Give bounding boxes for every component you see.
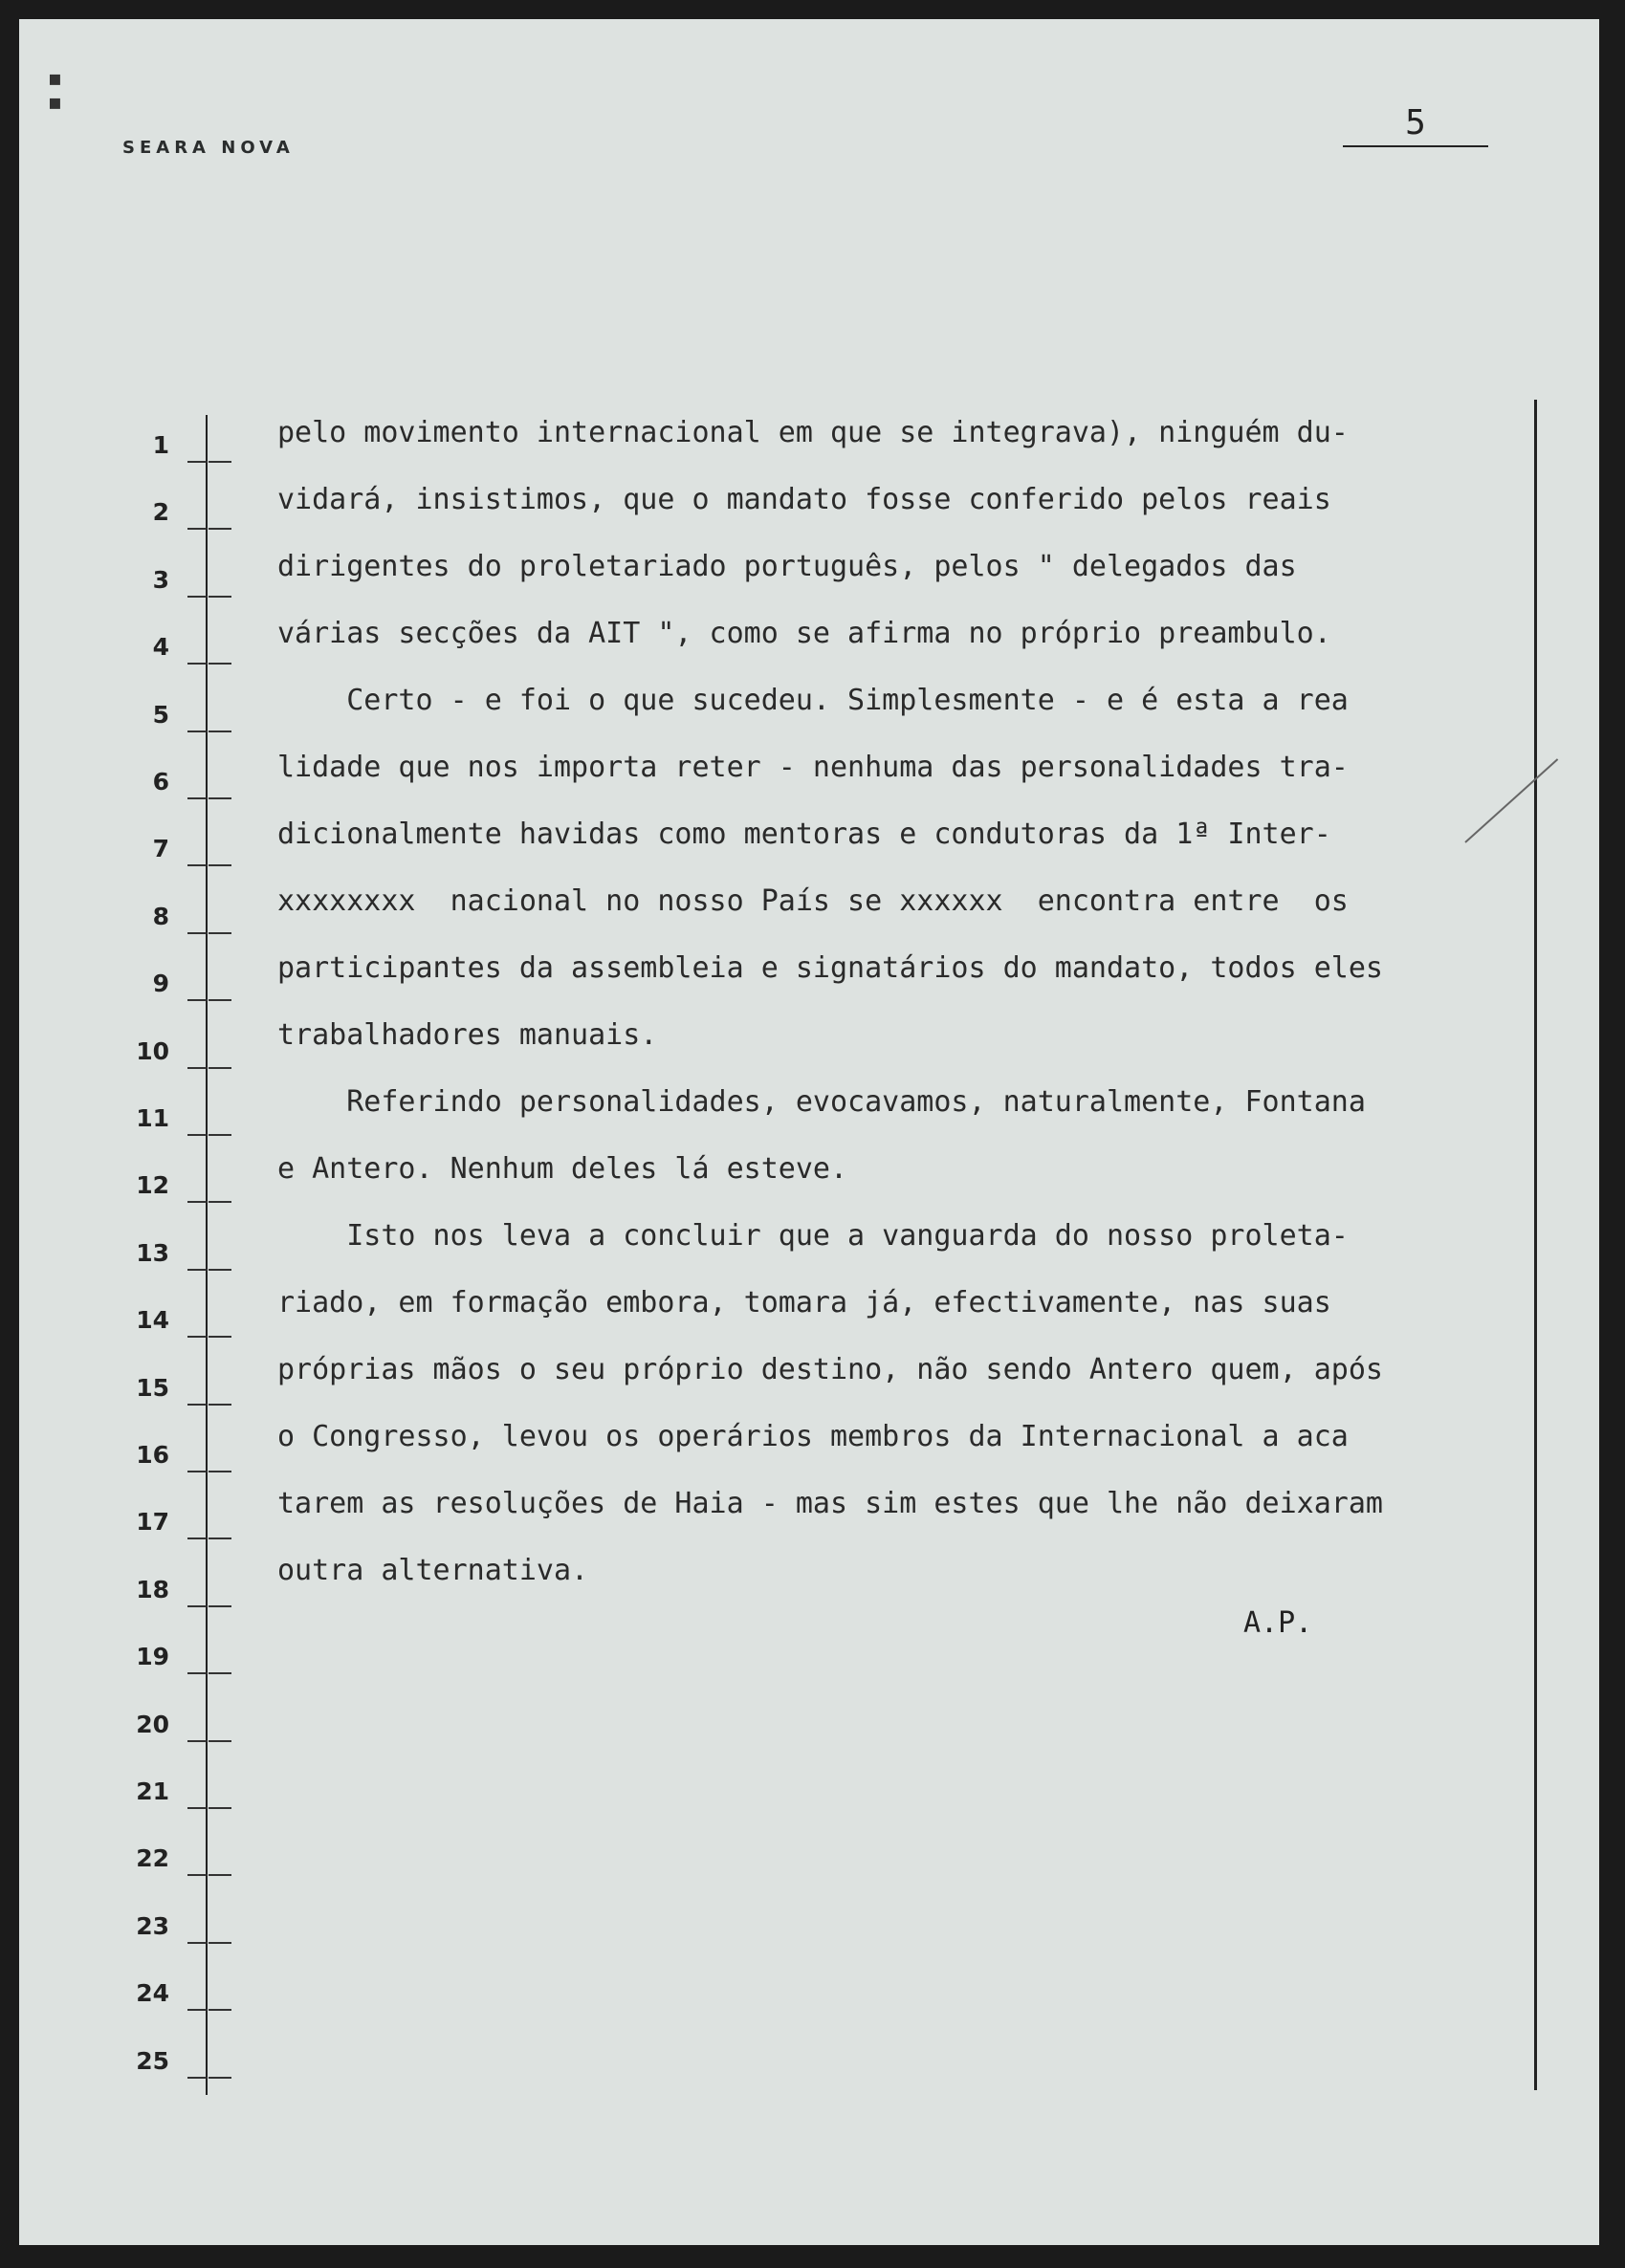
ruler-tick [187,1605,207,1607]
text-line: trabalhadores manuais. [277,1018,658,1052]
ruler-tick [209,1605,231,1607]
ruler-tick [209,2077,231,2079]
ruler-tick [187,1740,207,1742]
ruler-row [134,1813,239,1880]
ruler-number: 1 [152,431,169,459]
text-line: próprias mãos o seu próprio destino, não sendo Antero quem, após [277,1353,1383,1386]
ruler-tick [187,932,207,934]
ruler-row [134,938,239,1005]
ruler-tick [209,1537,231,1539]
signature: A.P. [1243,1606,1313,1640]
ruler-tick [209,528,231,530]
ruler-number: 17 [136,1508,169,1537]
ruler-row [134,1948,239,2015]
ruler-number: 11 [136,1104,169,1132]
ruler-number: 2 [152,498,169,527]
ruler-tick [209,864,231,866]
ruler-tick [187,1201,207,1203]
ruler-tick [209,932,231,934]
text-line: dirigentes do proletariado português, pelos " delegados das [277,550,1297,583]
ruler-tick [187,663,207,665]
ruler-number: 8 [152,902,169,930]
ruler-row [134,1006,239,1073]
ruler-tick [209,1471,231,1472]
ruler-number: 18 [136,1575,169,1603]
ruler-row [134,1409,239,1476]
ruler-row [134,1476,239,1543]
ruler-tick [209,1942,231,1944]
ruler-number: 23 [136,1911,169,1940]
ruler-number: 21 [136,1777,169,1805]
ruler-row [134,736,239,803]
ruler-tick [187,999,207,1001]
ruler-tick [187,731,207,732]
ruler-row [134,534,239,601]
ruler-number: 5 [152,700,169,729]
ruler-tick [209,1201,231,1203]
ruler-tick [187,797,207,799]
ruler-tick [187,528,207,530]
ruler-row [134,1881,239,1948]
ruler-tick [187,1471,207,1472]
ruler-row [134,1208,239,1275]
text-line: Certo - e foi o que sucedeu. Simplesmente - e é esta a rea [277,684,1349,717]
ruler-row [134,1275,239,1341]
ruler-tick [209,596,231,598]
ruler-tick [209,1269,231,1271]
ruler-row [134,1140,239,1207]
ruler-row [134,601,239,668]
page-number: 5 [1343,101,1488,147]
ruler-tick [209,1807,231,1809]
ruler-tick [209,731,231,732]
ruler-number: 16 [136,1441,169,1469]
ruler-row [134,1342,239,1409]
text-line: tarem as resoluções de Haia - mas sim estes que lhe não deixaram [277,1487,1383,1520]
ruler-row [134,2016,239,2083]
ruler-tick [209,2009,231,2011]
ruler-tick [209,999,231,1001]
ruler-row [134,1611,239,1678]
ruler-row [134,669,239,736]
ruler-number: 13 [136,1238,169,1267]
ruler-tick [187,1672,207,1674]
ruler-tick [187,1537,207,1539]
masthead: SEARA NOVA [122,138,295,158]
ruler-tick [209,1740,231,1742]
ruler-row [134,1679,239,1746]
text-line: várias secções da AIT ", como se afirma no próprio preambulo. [277,617,1331,650]
ruler-row [134,871,239,938]
ruler-tick [209,1067,231,1069]
ruler-tick [187,2009,207,2011]
ruler-tick [187,864,207,866]
ruler-tick [209,1336,231,1338]
text-line: dicionalmente havidas como mentoras e condutoras da 1ª Inter- [277,818,1331,851]
ruler-number: 7 [152,835,169,863]
text-line: lidade que nos importa reter - nenhuma das personalidades tra- [277,751,1349,784]
text-line: Referindo personalidades, evocavamos, naturalmente, Fontana [277,1085,1366,1119]
ruler-number: 25 [136,2046,169,2075]
ruler-tick [209,1404,231,1406]
ruler-tick [187,596,207,598]
ruler-number: 4 [152,633,169,662]
ruler-number: 19 [136,1643,169,1671]
ruler-tick [187,1404,207,1406]
typed-body-text [277,400,1540,1604]
ruler-tick [187,1134,207,1136]
ruler-row [134,1544,239,1611]
ruler-tick [187,1067,207,1069]
ruler-number: 9 [152,970,169,998]
ruler-number: 3 [152,565,169,594]
ruler-tick [187,1336,207,1338]
ruler-number: 12 [136,1171,169,1200]
ruler-number: 20 [136,1710,169,1738]
ruler-tick [209,1672,231,1674]
ruler-tick [187,461,207,463]
text-line: xxxxxxxx nacional no nosso País se xxxxxx encontra entre os [277,884,1349,918]
ruler-tick [187,1942,207,1944]
text-line: outra alternativa. [277,1554,589,1587]
ruler-number: 6 [152,768,169,796]
ruler-number: 24 [136,1979,169,2008]
ruler-row [134,1746,239,1813]
ruler-tick [187,2077,207,2079]
ruler-tick [187,1874,207,1876]
ruler-tick [187,1269,207,1271]
ruler-tick [209,797,231,799]
ruler-tick [209,1874,231,1876]
text-line: vidará, insistimos, que o mandato fosse conferido pelos reais [277,483,1331,516]
text-line: pelo movimento internacional em que se integrava), ninguém du- [277,416,1349,449]
ruler-row [134,467,239,534]
ruler-row [134,803,239,870]
ruler-tick [209,1134,231,1136]
ruler-number: 14 [136,1306,169,1335]
paper-specks: ▪ ▪ [48,67,62,115]
ruler-row [134,400,239,467]
ruler-tick [209,663,231,665]
ruler-number: 22 [136,1844,169,1873]
text-line: e Antero. Nenhum deles lá esteve. [277,1152,848,1186]
ruler-number: 10 [136,1036,169,1065]
ruler-row [134,1073,239,1140]
ruler-tick [187,1807,207,1809]
text-line: participantes da assembleia e signatários do mandato, todos eles [277,951,1383,985]
text-line: o Congresso, levou os operários membros da Internacional a aca [277,1420,1349,1453]
document-page [19,19,1599,2245]
ruler-tick [209,461,231,463]
text-line: riado, em formação embora, tomara já, efectivamente, nas suas [277,1286,1331,1319]
ruler-number: 15 [136,1373,169,1402]
text-line: Isto nos leva a concluir que a vanguarda do nosso proleta- [277,1219,1349,1253]
